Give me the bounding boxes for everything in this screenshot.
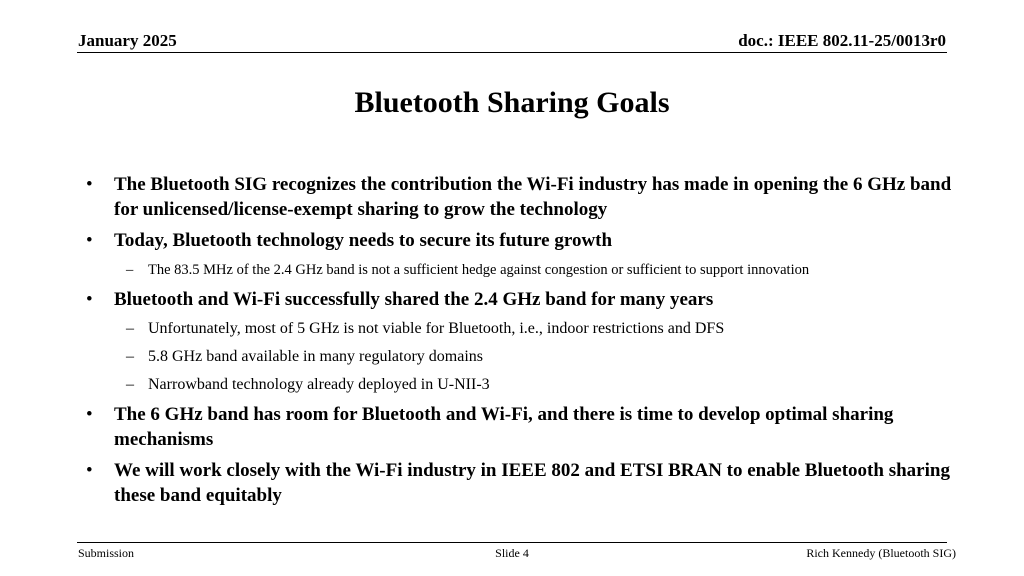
bullet-item	[86, 402, 956, 452]
bullet-text: Bluetooth and Wi-Fi successfully shared the 2.4 GHz band for many years	[114, 289, 714, 310]
footer-slide-number: Slide 4	[495, 546, 529, 560]
bullet-item	[86, 228, 956, 253]
bullet-mark: •	[86, 404, 93, 425]
dash-mark: –	[126, 376, 134, 393]
sub-bullet-text: The 83.5 MHz of the 2.4 GHz band is not a sufficient hedge against congestion or sufficient to support innovation	[148, 262, 810, 278]
bullet-mark: •	[86, 460, 93, 481]
bullet-item	[86, 458, 956, 508]
footer-author: Rich Kennedy (Bluetooth SIG)	[806, 546, 956, 560]
header-doc-number: doc.: IEEE 802.11-25/0013r0	[738, 31, 946, 50]
sub-bullet-item	[86, 346, 956, 368]
sub-bullet-item	[86, 374, 956, 396]
sub-bullet-text: 5.8 GHz band available in many regulatory domains	[148, 348, 484, 365]
dash-mark: –	[126, 320, 134, 337]
sub-bullet-item	[86, 318, 956, 340]
footer-divider	[77, 542, 947, 543]
sub-bullet-text: Unfortunately, most of 5 GHz is not viable for Bluetooth, i.e., indoor restrictions and DFS	[148, 320, 725, 337]
footer-submission: Submission	[78, 546, 135, 560]
bullet-text: Today, Bluetooth technology needs to secure its future growth	[114, 230, 613, 251]
bullet-item	[86, 287, 956, 312]
header-date: January 2025	[78, 31, 177, 50]
bullet-mark: •	[86, 174, 93, 195]
dash-mark: –	[126, 348, 134, 365]
dash-mark: –	[126, 262, 134, 278]
sub-bullet-text: Narrowband technology already deployed in U-NII-3	[148, 376, 490, 393]
bullet-mark: •	[86, 230, 93, 251]
slide-title: Bluetooth Sharing Goals	[354, 86, 670, 119]
bullet-text: The 6 GHz band has room for Bluetooth and Wi-Fi, and there is time to develop optimal sharing mechanisms	[114, 404, 894, 450]
bullet-text: We will work closely with the Wi-Fi industry in IEEE 802 and ETSI BRAN to enable Bluetooth sharing these band equitably	[114, 460, 950, 506]
slide-body	[86, 172, 956, 514]
bullet-item	[86, 172, 956, 222]
bullet-text: The Bluetooth SIG recognizes the contribution the Wi-Fi industry has made in opening the 6 GHz band for unlicensed/license-exempt sharing to grow the technology	[114, 174, 952, 220]
bullet-mark: •	[86, 289, 93, 310]
header-divider	[77, 52, 947, 53]
sub-bullet-item	[86, 259, 956, 281]
